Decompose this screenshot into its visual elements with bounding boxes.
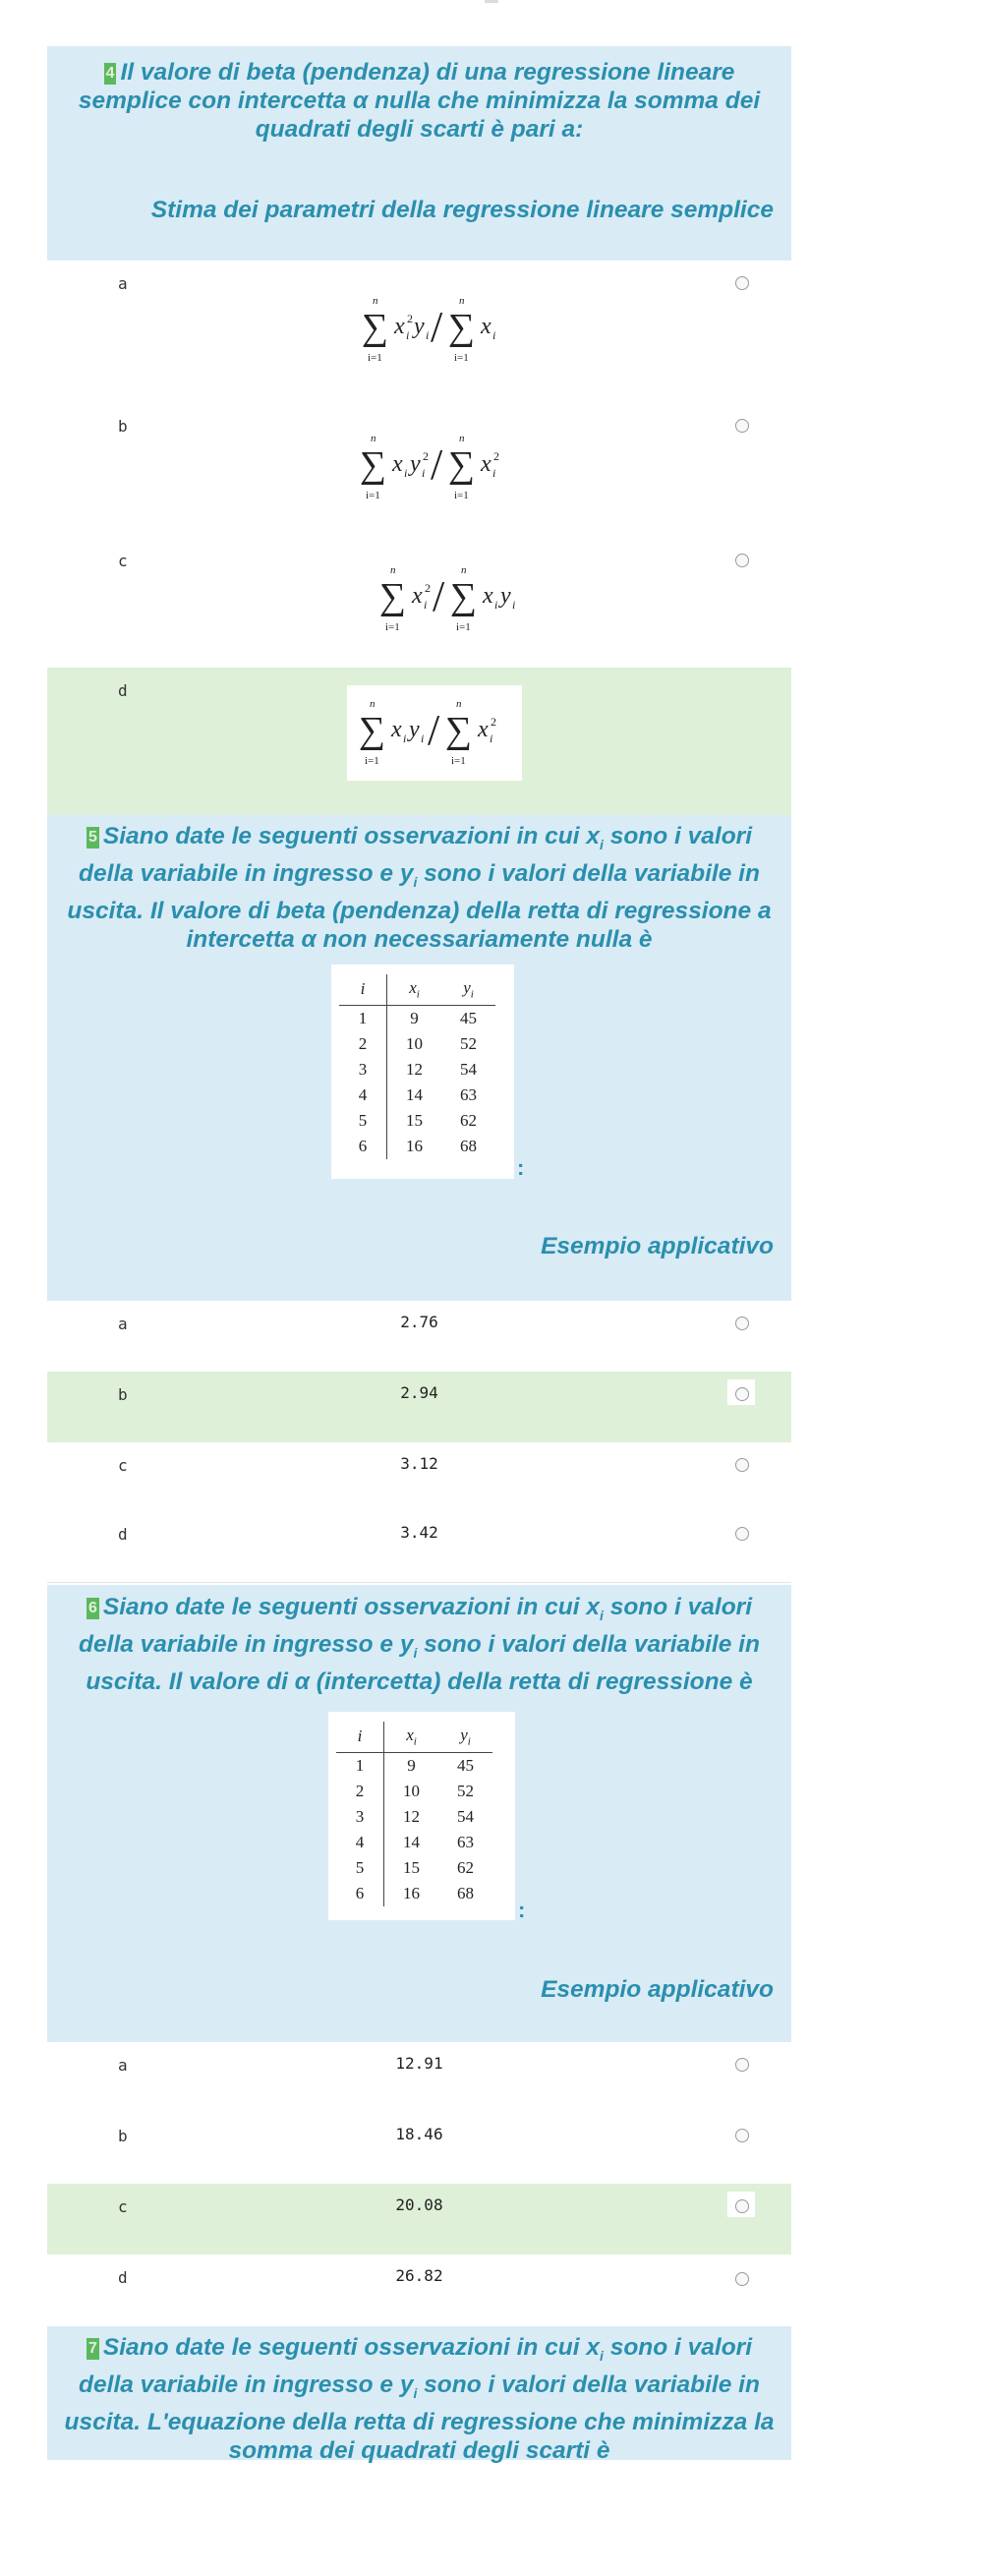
header-xi: $x_i$ [387, 974, 442, 1006]
q6-option-d[interactable] [47, 2254, 791, 2325]
radio-button[interactable] [735, 2058, 749, 2072]
q6-option-a[interactable] [47, 2042, 791, 2114]
formula-image [360, 290, 517, 369]
option-value: 26.82 [395, 2266, 443, 2285]
svg-text:x: x [478, 717, 489, 742]
svg-text:∑: ∑ [360, 444, 387, 486]
option-letter: c [118, 2197, 128, 2216]
svg-text:∑: ∑ [359, 710, 386, 751]
question-number-badge: 4 [104, 63, 117, 85]
table-row: 1 9 45 [336, 1753, 492, 1780]
svg-text:n: n [459, 433, 465, 444]
radio-button[interactable] [735, 2129, 749, 2142]
svg-text:x: x [394, 314, 405, 339]
svg-text:n: n [461, 564, 467, 576]
svg-text:i: i [424, 598, 428, 612]
q6-option-b[interactable] [47, 2113, 791, 2185]
header-yi: $y_i$ [438, 1722, 492, 1753]
header-yi: $y_i$ [441, 974, 495, 1006]
table-row: 4 14 63 [336, 1830, 492, 1855]
colon: : [517, 1155, 525, 1180]
svg-text:i: i [492, 328, 496, 342]
q5-option-a[interactable] [47, 1301, 791, 1373]
section-title: Esempio applicativo [541, 1976, 774, 2003]
svg-text:/: / [433, 572, 445, 620]
svg-text:2: 2 [407, 312, 413, 325]
svg-text:i: i [490, 732, 493, 745]
svg-text:2: 2 [423, 449, 429, 463]
section-title: Esempio applicativo [541, 1233, 774, 1259]
svg-text:/: / [431, 440, 443, 489]
option-letter: c [118, 1456, 128, 1475]
table-header-row: i $x_i$ $y_i$ [339, 974, 495, 1006]
radio-button[interactable] [735, 1317, 749, 1330]
top-divider [485, 0, 498, 3]
table-row: 2 10 52 [336, 1779, 492, 1804]
formula-image [358, 428, 515, 506]
q5-option-c[interactable] [47, 1442, 791, 1512]
option-letter: d [118, 681, 128, 700]
option-letter: b [118, 2127, 128, 2145]
svg-text:/: / [428, 706, 440, 754]
option-value: 20.08 [395, 2195, 443, 2214]
svg-text:∑: ∑ [448, 444, 476, 486]
svg-text:i: i [512, 598, 516, 612]
svg-text:i=1: i=1 [368, 352, 382, 364]
q5-option-d[interactable] [47, 1511, 791, 1583]
q6-option-c[interactable] [47, 2184, 791, 2255]
svg-text:i=1: i=1 [365, 755, 379, 767]
question-number-badge: 5 [87, 827, 99, 849]
svg-text:∑: ∑ [379, 576, 407, 617]
header-xi: $x_i$ [384, 1722, 439, 1753]
svg-text:n: n [373, 295, 378, 307]
question-number-badge: 7 [87, 2338, 99, 2360]
svg-text:y: y [414, 314, 425, 339]
formula-image [377, 559, 535, 638]
svg-text:n: n [390, 564, 396, 576]
svg-text:i: i [492, 466, 496, 480]
table-row: 3 12 54 [336, 1804, 492, 1830]
option-value: 2.94 [400, 1383, 438, 1402]
option-letter: a [118, 1315, 128, 1333]
colon: : [518, 1898, 526, 1922]
svg-text:2: 2 [491, 715, 496, 729]
q4-option-a[interactable] [47, 261, 791, 404]
radio-button[interactable] [735, 2199, 749, 2213]
table-row: 6 16 68 [336, 1881, 492, 1906]
svg-text:n: n [456, 698, 462, 710]
radio-button[interactable] [735, 276, 749, 290]
q5-option-b[interactable] [47, 1372, 791, 1443]
svg-text:i=1: i=1 [454, 490, 469, 501]
question-6-text: 6 Siano date le seguenti osservazioni in cui $x_i$ sono i valori della variabile in ingresso e $y_i$ sono i valori della variabile in uscita. Il valore di α (intercetta) della retta di regressione è [79, 1594, 760, 1695]
svg-text:y: y [409, 717, 420, 742]
svg-text:/: / [431, 303, 443, 351]
svg-text:2: 2 [493, 449, 499, 463]
svg-text:x: x [392, 451, 403, 477]
question-5-box [47, 815, 791, 1301]
radio-button[interactable] [735, 1527, 749, 1541]
svg-text:x: x [481, 451, 492, 477]
table-row: 3 12 54 [339, 1057, 495, 1083]
svg-text:∑: ∑ [450, 576, 478, 617]
table-header-row: i $x_i$ $y_i$ [336, 1722, 492, 1753]
svg-text:x: x [391, 717, 402, 742]
svg-text:i=1: i=1 [385, 621, 400, 633]
svg-text:i=1: i=1 [366, 490, 380, 501]
question-7-text: 7 Siano date le seguenti osservazioni in cui $x_i$ sono i valori della variabile in ingresso e $y_i$ sono i valori della variabile in uscita. L'equazione della retta di regressione che minimizza la somma dei quadrati degli scarti è [64, 2334, 775, 2464]
question-6-box [47, 1585, 791, 2042]
svg-text:i: i [426, 328, 430, 342]
option-value: 3.12 [400, 1454, 438, 1473]
svg-text:i=1: i=1 [456, 621, 471, 633]
q4-option-c[interactable] [47, 536, 791, 669]
svg-text:i: i [421, 732, 425, 745]
option-letter: c [118, 552, 128, 570]
svg-text:y: y [500, 583, 511, 609]
radio-button[interactable] [735, 419, 749, 433]
option-value: 2.76 [400, 1313, 438, 1331]
svg-text:i: i [422, 466, 426, 480]
option-value: 18.46 [395, 2125, 443, 2143]
svg-text:i=1: i=1 [454, 352, 469, 364]
svg-text:i: i [403, 732, 407, 745]
table-row: 6 16 68 [339, 1134, 495, 1159]
svg-text:i: i [406, 328, 410, 342]
svg-text:n: n [370, 698, 376, 710]
option-letter: b [118, 1385, 128, 1404]
table-row: 5 15 62 [336, 1855, 492, 1881]
formula-image [347, 685, 522, 781]
question-4-box [47, 46, 791, 261]
sum-symbol: ∑ [362, 307, 389, 348]
radio-button[interactable] [735, 554, 749, 567]
radio-button[interactable] [735, 1458, 749, 1472]
option-value: 12.91 [395, 2054, 443, 2073]
question-5-text: 5 Siano date le seguenti osservazioni in cui $x_i$ sono i valori della variabile in ingresso e $y_i$ sono i valori della variabile in uscita. Il valore di beta (pendenza) della retta di regressione a intercetta α non necessariamente nulla è [67, 823, 772, 953]
q4-option-d[interactable] [47, 668, 791, 816]
option-letter: a [118, 274, 128, 293]
svg-text:i: i [494, 598, 498, 612]
svg-text:n: n [371, 433, 376, 444]
table-row: 2 10 52 [339, 1031, 495, 1057]
table-row: 1 9 45 [339, 1006, 495, 1032]
svg-text:2: 2 [425, 581, 431, 595]
question-4-text: 4 Il valore di beta (pendenza) di una regressione lineare semplice con intercetta α nulla che minimizza la somma dei quadrati degli scarti è pari a: [78, 59, 761, 143]
option-value: 3.42 [400, 1523, 438, 1542]
option-letter: a [118, 2056, 128, 2075]
svg-text:i: i [404, 466, 408, 480]
radio-button[interactable] [735, 1387, 749, 1401]
section-title: Stima dei parametri della regressione lineare semplice [150, 197, 774, 223]
svg-text:y: y [410, 451, 421, 477]
question-7-box [47, 2326, 791, 2464]
data-table [328, 1712, 515, 1920]
data-table [331, 965, 514, 1179]
question-number-badge: 6 [87, 1598, 99, 1619]
svg-text:x: x [483, 583, 493, 609]
svg-text:∑: ∑ [448, 307, 476, 348]
option-letter: b [118, 417, 128, 436]
svg-text:x: x [481, 314, 492, 339]
q4-option-b[interactable] [47, 403, 791, 537]
svg-text:∑: ∑ [445, 710, 473, 751]
svg-text:n: n [459, 295, 465, 307]
table-row: 4 14 63 [339, 1083, 495, 1108]
option-letter: d [118, 2268, 128, 2287]
table-row: 5 15 62 [339, 1108, 495, 1134]
option-letter: d [118, 1525, 128, 1544]
svg-text:x: x [412, 583, 423, 609]
radio-button[interactable] [735, 2272, 749, 2286]
svg-text:i=1: i=1 [451, 755, 466, 767]
